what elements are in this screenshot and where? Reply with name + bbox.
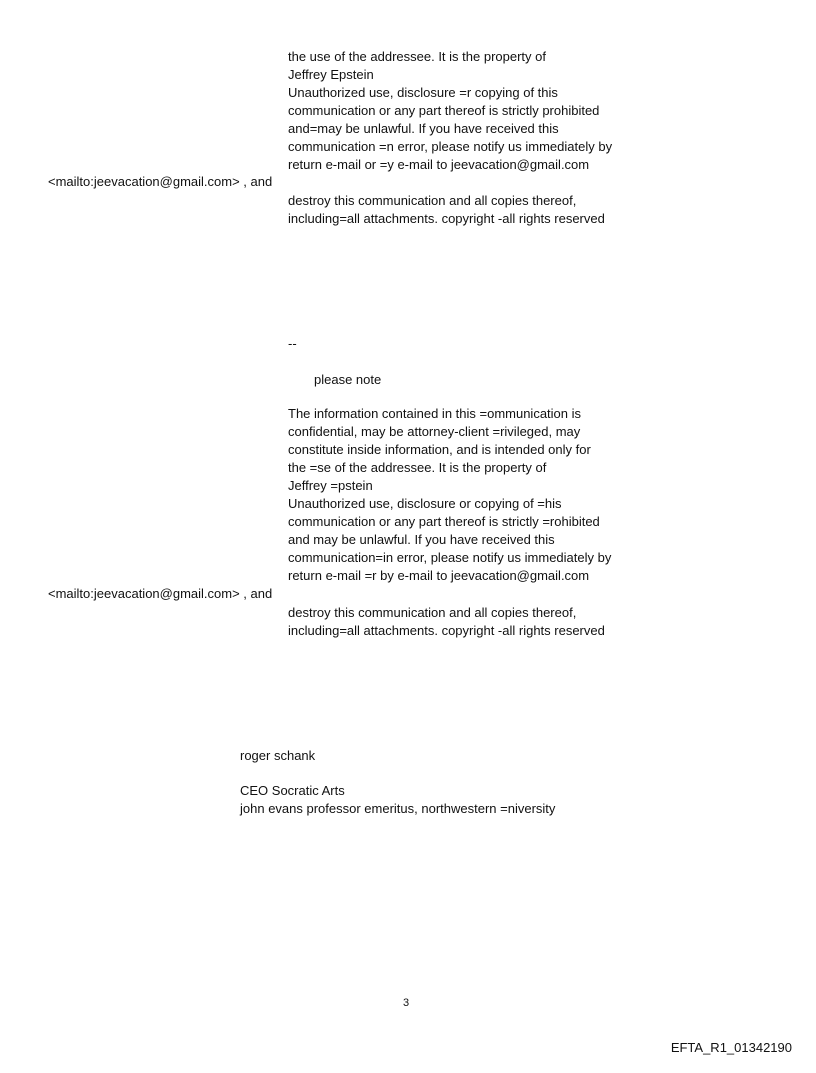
disclaimer-tail-2: [288, 604, 605, 640]
text-line: return e-mail =r by e-mail to jeevacation@gmail.com: [288, 568, 590, 583]
text-line: confidential, may be attorney-client =rivileged, may: [288, 424, 581, 439]
text-line: The information contained in this =ommunication is: [288, 406, 582, 421]
text-line: and=may be unlawful. If you have received this: [288, 121, 559, 136]
separator: --: [288, 336, 297, 351]
text-line: Jeffrey Epstein: [288, 67, 374, 82]
text-line: constitute inside information, and is intended only for: [288, 442, 591, 457]
text-line: communication=in error, please notify us immediately by: [288, 550, 612, 565]
signature-name: roger schank: [240, 748, 316, 763]
text-line: including=all attachments. copyright -all rights reserved: [288, 211, 605, 226]
text-line: communication =n error, please notify us immediately by: [288, 139, 613, 154]
disclaimer-block-1: [288, 48, 612, 174]
page-number: 3: [403, 997, 410, 1009]
text-line: communication or any part thereof is strictly =rohibited: [288, 514, 600, 529]
please-note-heading: please note: [314, 372, 382, 387]
text-line: including=all attachments. copyright -all rights reserved: [288, 623, 605, 638]
mailto-line-2: <mailto:jeevacation@gmail.com> , and: [48, 586, 273, 601]
text-line: destroy this communication and all copies thereof,: [288, 605, 577, 620]
mailto-line-1: <mailto:jeevacation@gmail.com> , and: [48, 174, 273, 189]
text-line: destroy this communication and all copies thereof,: [288, 193, 577, 208]
text-line: Jeffrey =pstein: [288, 478, 373, 493]
signature-title: CEO Socratic Arts: [240, 783, 345, 798]
text-line: the =se of the addressee. It is the property of: [288, 460, 547, 475]
text-line: and may be unlawful. If you have received this: [288, 532, 555, 547]
text-line: communication or any part thereof is strictly prohibited: [288, 103, 600, 118]
text-line: return e-mail or =y e-mail to jeevacation@gmail.com: [288, 157, 590, 172]
disclaimer-tail-1: [288, 192, 605, 228]
text-line: Unauthorized use, disclosure =r copying of this: [288, 85, 558, 100]
text-line: Unauthorized use, disclosure or copying of =his: [288, 496, 562, 511]
text-line: the use of the addressee. It is the property of: [288, 49, 546, 64]
disclaimer-block-2: [288, 405, 611, 585]
signature-affiliation: john evans professor emeritus, northwestern =niversity: [240, 801, 556, 816]
document-id: EFTA_R1_01342190: [670, 1040, 792, 1055]
